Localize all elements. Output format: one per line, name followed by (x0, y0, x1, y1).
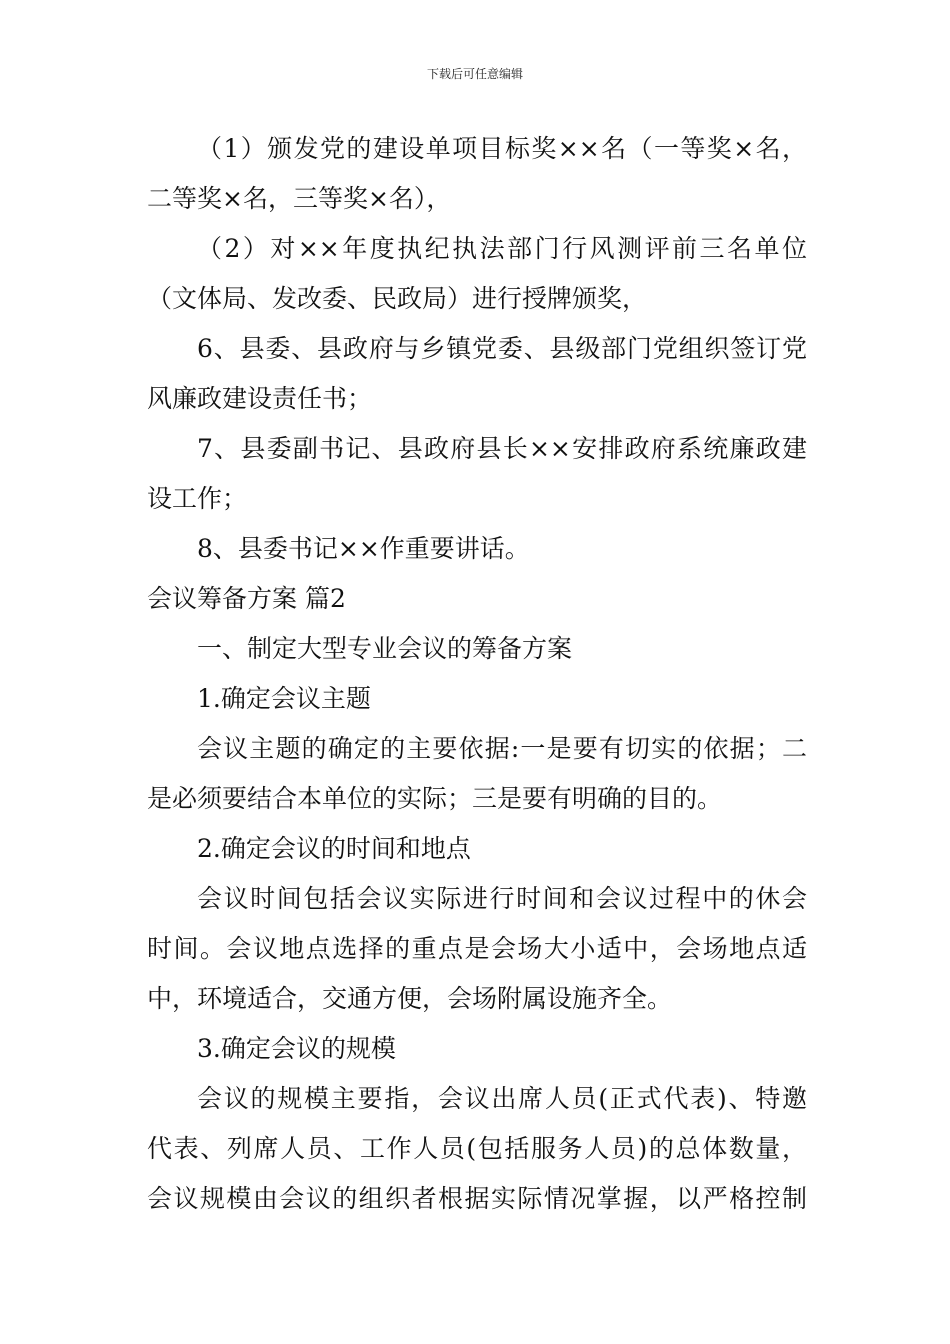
page-header: 下载后可任意编辑 (426, 67, 523, 81)
text-line: （文体局、发改委、民政局）进行授牌颁奖， (147, 284, 648, 313)
text-line: 二等奖×名，三等奖×名）， (147, 184, 452, 213)
text-line: 设工作； (147, 484, 248, 513)
text-line: （2）对××年度执纪执法部门行风测评前三名单位 (197, 234, 807, 263)
text-line: 会议筹备方案 篇2 (147, 584, 346, 613)
text-line: 时间。会议地点选择的重点是会场大小适中，会场地点适 (147, 934, 807, 963)
text-line: 2.确定会议的时间和地点 (197, 834, 471, 863)
text-line: 会议主题的确定的主要依据:一是要有切实的依据；二 (197, 734, 807, 763)
text-line: 代表、列席人员、工作人员(包括服务人员)的总体数量， (147, 1134, 807, 1163)
document-body (147, 124, 807, 1224)
text-line: 6、县委、县政府与乡镇党委、县级部门党组织签订党 (197, 334, 807, 363)
text-line: 风廉政建设责任书； (147, 384, 373, 413)
text-line: 会议的规模主要指，会议出席人员(正式代表)、特邀 (197, 1084, 807, 1113)
text-line: 是必须要结合本单位的实际；三是要有明确的目的。 (147, 784, 723, 813)
text-line: 7、县委副书记、县政府县长××安排政府系统廉政建 (197, 434, 807, 463)
text-line: 会议规模由会议的组织者根据实际情况掌握，以严格控制 (147, 1184, 807, 1213)
text-line: 一、制定大型专业会议的筹备方案 (197, 634, 573, 663)
text-line: 中，环境适合，交通方便，会场附属设施齐全。 (147, 984, 673, 1013)
text-line: 3.确定会议的规模 (197, 1034, 396, 1063)
text-line: 会议时间包括会议实际进行时间和会议过程中的休会 (197, 884, 807, 913)
text-line: 1.确定会议主题 (197, 684, 371, 713)
text-line: 8、县委书记××作重要讲话。 (197, 534, 530, 563)
text-line: （1）颁发党的建设单项目标奖××名（一等奖×名， (197, 134, 807, 163)
